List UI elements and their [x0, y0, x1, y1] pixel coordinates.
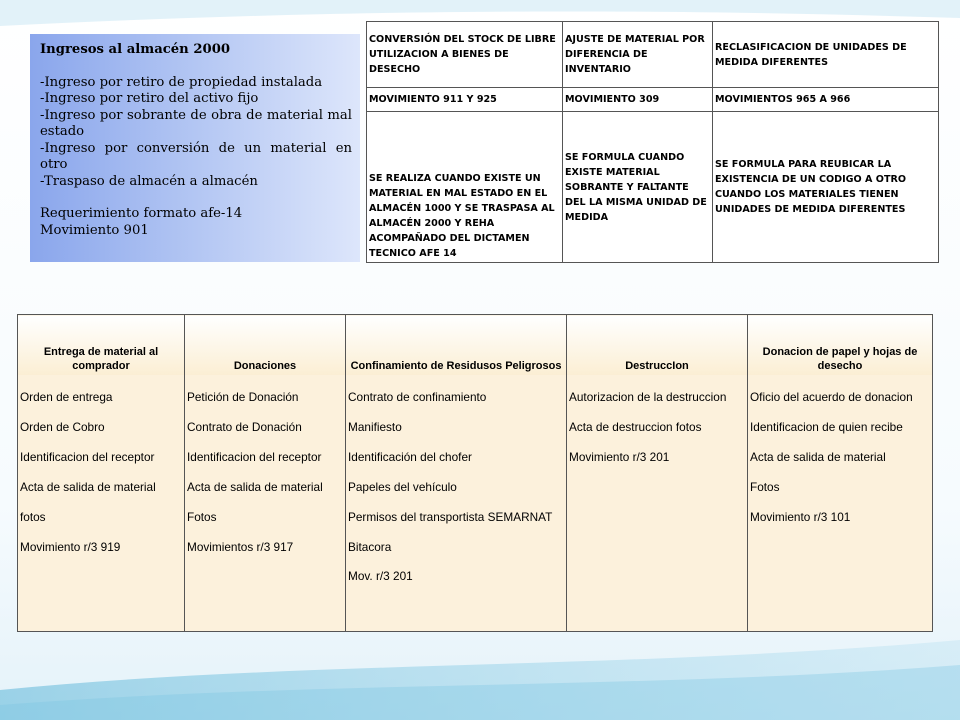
table-cell — [567, 525, 748, 555]
table-row — [18, 495, 933, 525]
ingresos-box — [30, 34, 360, 262]
table-cell: Fotos — [748, 465, 933, 495]
table-cell: Papeles del vehículo — [346, 465, 567, 495]
table-cell — [567, 495, 748, 525]
table-cell: Permisos del transportista SEMARNAT — [346, 495, 567, 525]
table-cell: Manifiesto — [346, 405, 567, 435]
table-cell: Identificacion de quien recibe — [748, 405, 933, 435]
movements-table — [366, 21, 939, 263]
table-cell: Movimiento r/3 201 — [567, 435, 748, 465]
table-cell: Mov. r/3 201 — [346, 555, 567, 632]
table-cell — [185, 555, 346, 632]
ingresos-line: -Traspaso de almacén a almacén — [40, 173, 258, 189]
table-cell: Movimiento r/3 101 — [748, 495, 933, 525]
table-row — [18, 375, 933, 405]
table-cell: Orden de entrega — [18, 375, 185, 405]
table-cell — [567, 465, 748, 495]
ingresos-line: -Ingreso por retiro de propiedad instalada — [40, 74, 323, 90]
table-cell: Petición de Donación — [185, 375, 346, 405]
table-cell — [748, 525, 933, 555]
table-cell — [748, 555, 933, 632]
ingresos-line: -Ingreso por sobrante de obra de material mal estado — [40, 107, 352, 139]
table-cell — [18, 555, 185, 632]
table-cell: Orden de Cobro — [18, 405, 185, 435]
description-cell: SE FORMULA CUANDO EXISTE MATERIAL SOBRANTE Y FALTANTE DEL LA MISMA UNIDAD DE MEDIDA — [563, 112, 713, 263]
table-row — [367, 112, 939, 263]
table-cell: Bitacora — [346, 525, 567, 555]
table-row — [18, 465, 933, 495]
header-cell: AJUSTE DE MATERIAL POR DIFERENCIA DE INVENTARIO — [563, 22, 713, 88]
table-header-row — [18, 315, 933, 376]
ingresos-line: -Ingreso por conversión de un material en otro — [40, 140, 352, 172]
table-cell: Acta de salida de material — [18, 465, 185, 495]
table-cell: Contrato de Donación — [185, 405, 346, 435]
table-row — [18, 405, 933, 435]
table-cell: Acta de salida de material — [185, 465, 346, 495]
column-header: Confinamiento de Residusos Peligrosos — [346, 315, 567, 376]
ingresos-title: Ingresos al almacén 2000 — [40, 42, 231, 57]
table-row — [18, 435, 933, 465]
table-cell: Identificacion del receptor — [18, 435, 185, 465]
table-cell — [567, 555, 748, 632]
movement-cell: MOVIMIENTOS 965 A 966 — [713, 88, 939, 112]
column-header: Donaciones — [185, 315, 346, 376]
table-cell: Movimientos r/3 917 — [185, 525, 346, 555]
table-cell: Identificacion del receptor — [185, 435, 346, 465]
ingresos-line: -Ingreso por retiro del activo fijo — [40, 91, 259, 106]
table-cell: fotos — [18, 495, 185, 525]
procedures-table — [17, 314, 933, 632]
table-row — [18, 525, 933, 555]
description-cell: SE REALIZA CUANDO EXISTE UN MATERIAL EN MAL ESTADO EN EL ALMACÉN 1000 Y SE TRASPASA AL ALMACÉN 2000 Y REHA ACOMPAÑADO DEL DICTAMEN TECNICO AFE 14 — [367, 112, 563, 263]
table-cell: Fotos — [185, 495, 346, 525]
requerimiento-text: Requerimiento formato afe-14 — [40, 206, 243, 221]
table-row — [18, 555, 933, 632]
table-cell: Acta de salida de material — [748, 435, 933, 465]
table-cell: Contrato de confinamiento — [346, 375, 567, 405]
table-cell: Identificación del chofer — [346, 435, 567, 465]
header-cell: RECLASIFICACION DE UNIDADES DE MEDIDA DIFERENTES — [713, 22, 939, 88]
column-header: DestruccIon — [567, 315, 748, 376]
movement-cell: MOVIMIENTO 309 — [563, 88, 713, 112]
table-cell: Movimiento r/3 919 — [18, 525, 185, 555]
table-cell: Acta de destruccion fotos — [567, 405, 748, 435]
column-header: Donacion de papel y hojas de desecho — [748, 315, 933, 376]
movimiento-text: Movimiento 901 — [40, 222, 149, 238]
table-row — [367, 88, 939, 112]
table-cell: Oficio del acuerdo de donacion — [748, 375, 933, 405]
table-row — [367, 22, 939, 88]
movement-cell: MOVIMIENTO 911 Y 925 — [367, 88, 563, 112]
header-cell: CONVERSIÓN DEL STOCK DE LIBRE UTILIZACION A BIENES DE DESECHO — [367, 22, 563, 88]
column-header: Entrega de material al comprador — [18, 315, 185, 376]
spacer — [40, 190, 352, 206]
table-cell: Autorizacion de la destruccion — [567, 375, 748, 405]
description-cell: SE FORMULA PARA REUBICAR LA EXISTENCIA DE UN CODIGO A OTRO CUANDO LOS MATERIALES TIENEN UNIDADES DE MEDIDA DIFERENTES — [713, 112, 939, 263]
